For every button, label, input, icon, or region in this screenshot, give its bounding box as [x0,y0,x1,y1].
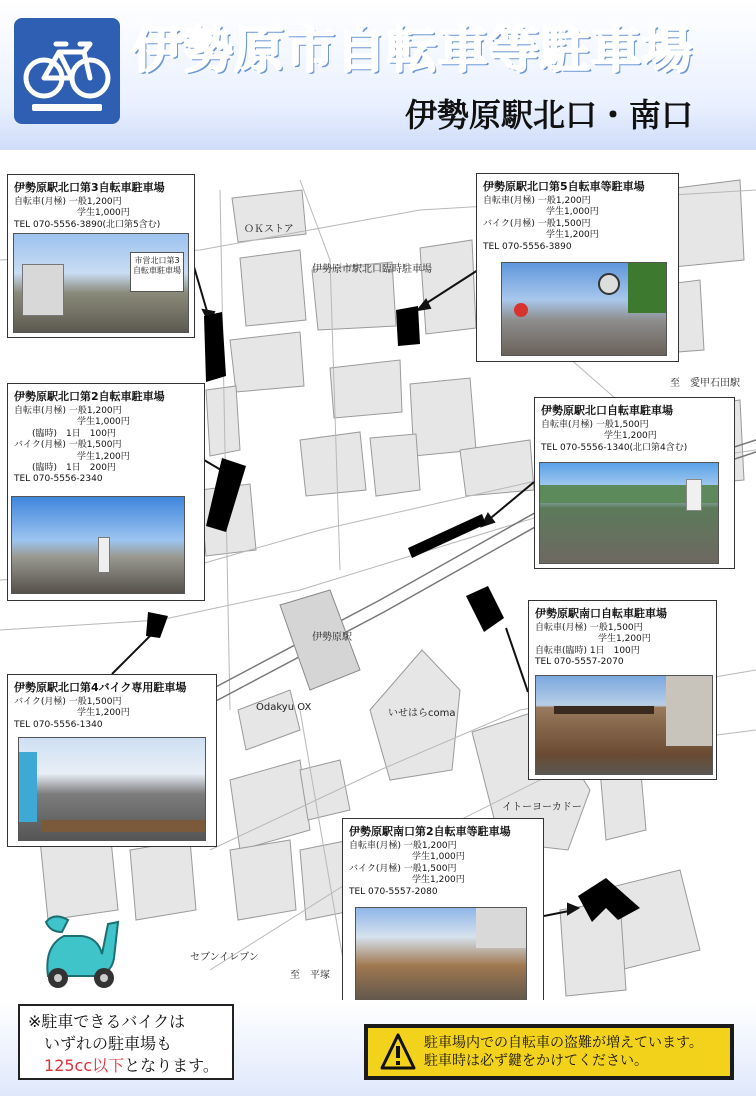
lot-north4-bike [7,674,217,847]
warning-icon [380,1032,416,1072]
lot-line: (臨時) 1日 200円 [14,463,116,474]
note-line [28,1055,224,1077]
lot-line: 学生1,200円 [541,431,657,442]
map-label-ito-yokado: イトーヨーカドー [502,802,582,813]
page-title: 伊勢原市自転車等駐車場 [132,21,693,79]
lot-line: バイク(月極) 一般1,500円 [349,863,457,874]
lot-line: 自転車(月極) 一般1,200円 [14,406,122,416]
lot-line: TEL 070-5557-2080 [349,886,438,897]
lot-line: TEL 070-5556-1340 [14,719,103,730]
bicycle-icon [14,18,120,124]
lot-photo-sign-text: 自転車駐車場 [133,266,181,275]
lot-line: 学生1,000円 [14,417,130,428]
lot-north5 [476,173,679,362]
page-subtitle: 伊勢原駅北口・南口 [405,96,694,134]
lot-title: 伊勢原駅北口第3自転車駐車場 [14,181,165,194]
warning-line: 駐車場内での自転車の盗難が増えています。 [424,1035,703,1051]
lot-title: 伊勢原駅北口第5自転車等駐車場 [483,180,645,193]
lot-north3 [7,174,195,338]
map-label-odakyu-ox: Odakyu OX [256,702,312,713]
lot-photo [11,496,185,594]
lot-line: TEL 070-5556-2340 [14,474,103,485]
note-suffix: となります。 [124,1056,219,1075]
lot-line: 学生1,200円 [14,451,130,462]
lot-line: 自転車(月極) 一般1,200円 [483,196,591,206]
lot-line: 学生1,000円 [349,852,465,863]
bike-size-note [18,1004,234,1080]
map-label-seven-eleven: セブンイレブン [190,952,259,963]
warning-text [424,1034,703,1070]
map-label-to-aiko-ishida: 至 愛甲石田駅 [670,378,740,389]
lot-title: 伊勢原駅北口第2自転車駐車場 [14,390,165,403]
lot-photo [539,462,719,564]
lot-title: 伊勢原駅南口第2自転車等駐車場 [349,825,511,838]
lot-photo [355,907,527,1005]
lot-line: 自転車(臨時) 1日 100円 [535,645,640,656]
lot-line: バイク(月極) 一般1,500円 [14,440,122,451]
warning-line: 駐車時は必ず鍵をかけてください。 [424,1053,648,1069]
theft-warning [364,1024,734,1080]
lot-line: TEL 070-5556-1340(北口第4含む) [541,442,688,453]
warning-panel [368,1028,730,1076]
lot-line: 自転車(月極) 一般1,500円 [535,623,643,633]
map-label-to-hiratsuka: 至 平塚 [290,970,330,981]
scooter-icon [38,906,126,992]
lot-line: バイク(月極) 一般1,500円 [14,697,122,707]
note-highlight: 125cc以下 [44,1056,125,1075]
lot-line: 学生1,200円 [535,634,651,645]
note-line: いずれの駐車場も [28,1034,173,1053]
lot-line: 学生1,000円 [14,208,130,219]
lot-line: (臨時) 1日 100円 [14,428,116,439]
lot-title: 伊勢原駅南口自転車駐車場 [535,607,667,620]
lot-photo [501,262,667,356]
header [0,0,756,150]
lot-line: TEL 070-5556-3890 [483,241,572,252]
lot-photo-sign [130,252,184,292]
lot-line: 学生1,200円 [483,230,599,241]
lot-line: 学生1,200円 [349,875,465,886]
lot-north-main [534,397,735,569]
map-label-ok-store: ＯＫストア [244,224,294,235]
lot-line: TEL 070-5557-2070 [535,657,624,668]
lot-south2 [342,818,544,1011]
lot-line: 自転車(月極) 一般1,200円 [349,841,457,851]
lot-title: 伊勢原駅北口自転車駐車場 [541,404,673,417]
lot-line: 自転車(月極) 一般1,500円 [541,420,649,430]
map-label-isehara-station: 伊勢原駅 [312,632,352,643]
lot-title: 伊勢原駅北口第4バイク専用駐車場 [14,681,187,694]
lot-north2 [7,383,205,601]
lot-photo-sign-text: 市営北口第3 [134,256,180,265]
lot-photo [18,737,206,841]
map-label-isehara-coma: いせはらcoma [388,708,456,719]
lot-photo [13,233,189,333]
map-label-north-temp-parking: 伊勢原市駅北口臨時駐車場 [312,264,432,275]
lot-line: 学生1,000円 [483,207,599,218]
lot-photo [535,675,713,775]
note-line: ※駐車できるバイクは [28,1012,186,1031]
lot-south-main [528,600,717,780]
lot-line: バイク(月極) 一般1,500円 [483,218,591,229]
lot-line: TEL 070-5556-3890(北口第5含む) [14,219,161,230]
lot-line: 学生1,200円 [14,708,130,719]
lot-line: 自転車(月極) 一般1,200円 [14,197,122,207]
